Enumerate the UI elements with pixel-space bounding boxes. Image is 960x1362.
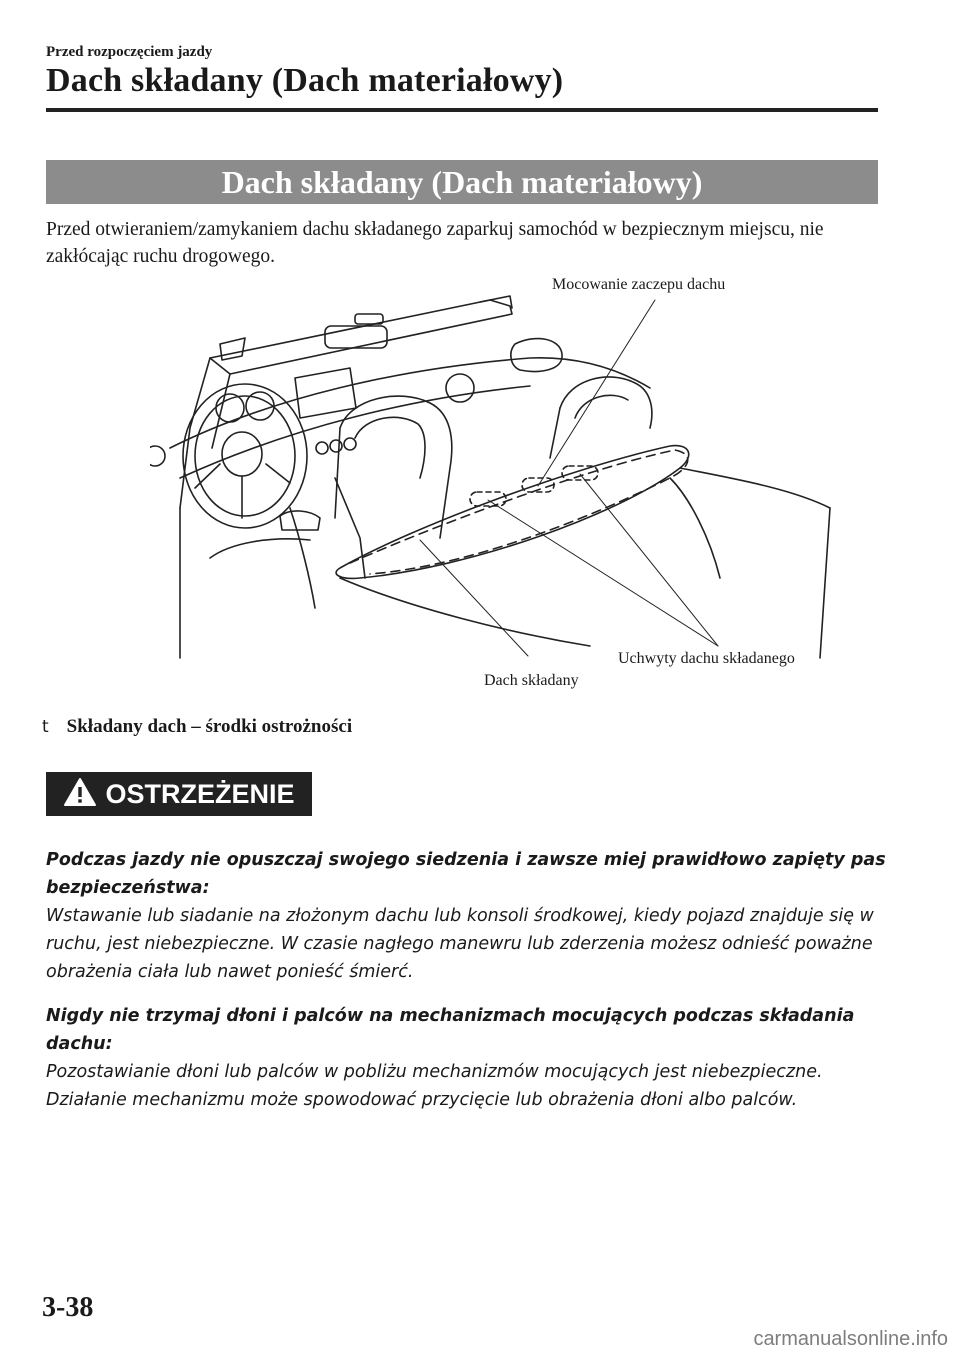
callout-roof-holders: Uchwyty dachu składanego <box>618 650 795 667</box>
convertible-roof-illustration <box>150 278 850 698</box>
warning-item-2-body: Pozostawianie dłoni lub palców w pobliżu mechanizmów mocujących jest niebezpieczne. Działanie mechanizmu może spowodować przycięcie lub obrażenia dłoni albo palców. <box>46 1062 823 1110</box>
folded-roof-cover <box>336 446 689 579</box>
chapter-label: Przed rozpoczęciem jazdy <box>46 44 213 60</box>
subsection-heading <box>42 716 352 738</box>
leader-latch <box>538 300 655 486</box>
warning-item-1 <box>46 846 896 986</box>
page-number: 3-38 <box>42 1292 94 1323</box>
header-divider <box>46 108 878 112</box>
roof-holder-2 <box>562 466 598 480</box>
right-roll-hoop <box>560 377 652 428</box>
warning-item-2-heading: Nigdy nie trzymaj dłoni i palców na mechanizmach mocujących podczas składania dachu: <box>46 1006 855 1054</box>
warning-item-1-body: Wstawanie lub siadanie na złożonym dachu lub konsoli środkowej, kiedy pojazd znajduje się w ruchu, jest niebezpieczne. W czasie nagłego manewru lub zderzenia możesz odnieść poważne obrażenia ciała lub nawet ponieść śmierć. <box>46 906 874 982</box>
warning-badge <box>46 772 312 816</box>
intro-paragraph: Przed otwieraniem/zamykaniem dachu składanego zaparkuj samochód w bezpiecznym miejscu, nie zakłócając ruchu drogowego. <box>46 219 824 267</box>
leader-holders-b <box>580 474 718 646</box>
roof-holder-1 <box>470 492 506 506</box>
windshield-frame <box>210 300 512 374</box>
watermark: carmanualsonline.info <box>753 1328 948 1350</box>
rear-view-mirror <box>325 326 387 348</box>
callout-latch-mount: Mocowanie zaczepu dachu <box>552 276 726 293</box>
warning-item-1-heading: Podczas jazdy nie opuszczaj swojego siedzenia i zawsze miej prawidłowo zapięty pas bezpieczeństwa: <box>46 850 886 898</box>
warning-label: OSTRZEŻENIE <box>105 778 295 809</box>
warning-item-2 <box>46 1002 896 1114</box>
page-title: Dach składany (Dach materiałowy) <box>46 62 564 99</box>
subsection-title: Składany dach – środki ostrożności <box>66 716 353 737</box>
section-banner: Dach składany (Dach materiałowy) <box>46 160 878 204</box>
callout-folded-roof: Dach składany <box>484 672 579 689</box>
leader-holders-a <box>488 500 718 646</box>
warning-triangle-icon <box>63 777 97 812</box>
steering-wheel <box>183 384 307 528</box>
subsection-bullet: t <box>42 717 49 737</box>
side-mirror <box>511 339 562 372</box>
shift-lever <box>280 511 320 530</box>
center-display <box>295 368 356 418</box>
